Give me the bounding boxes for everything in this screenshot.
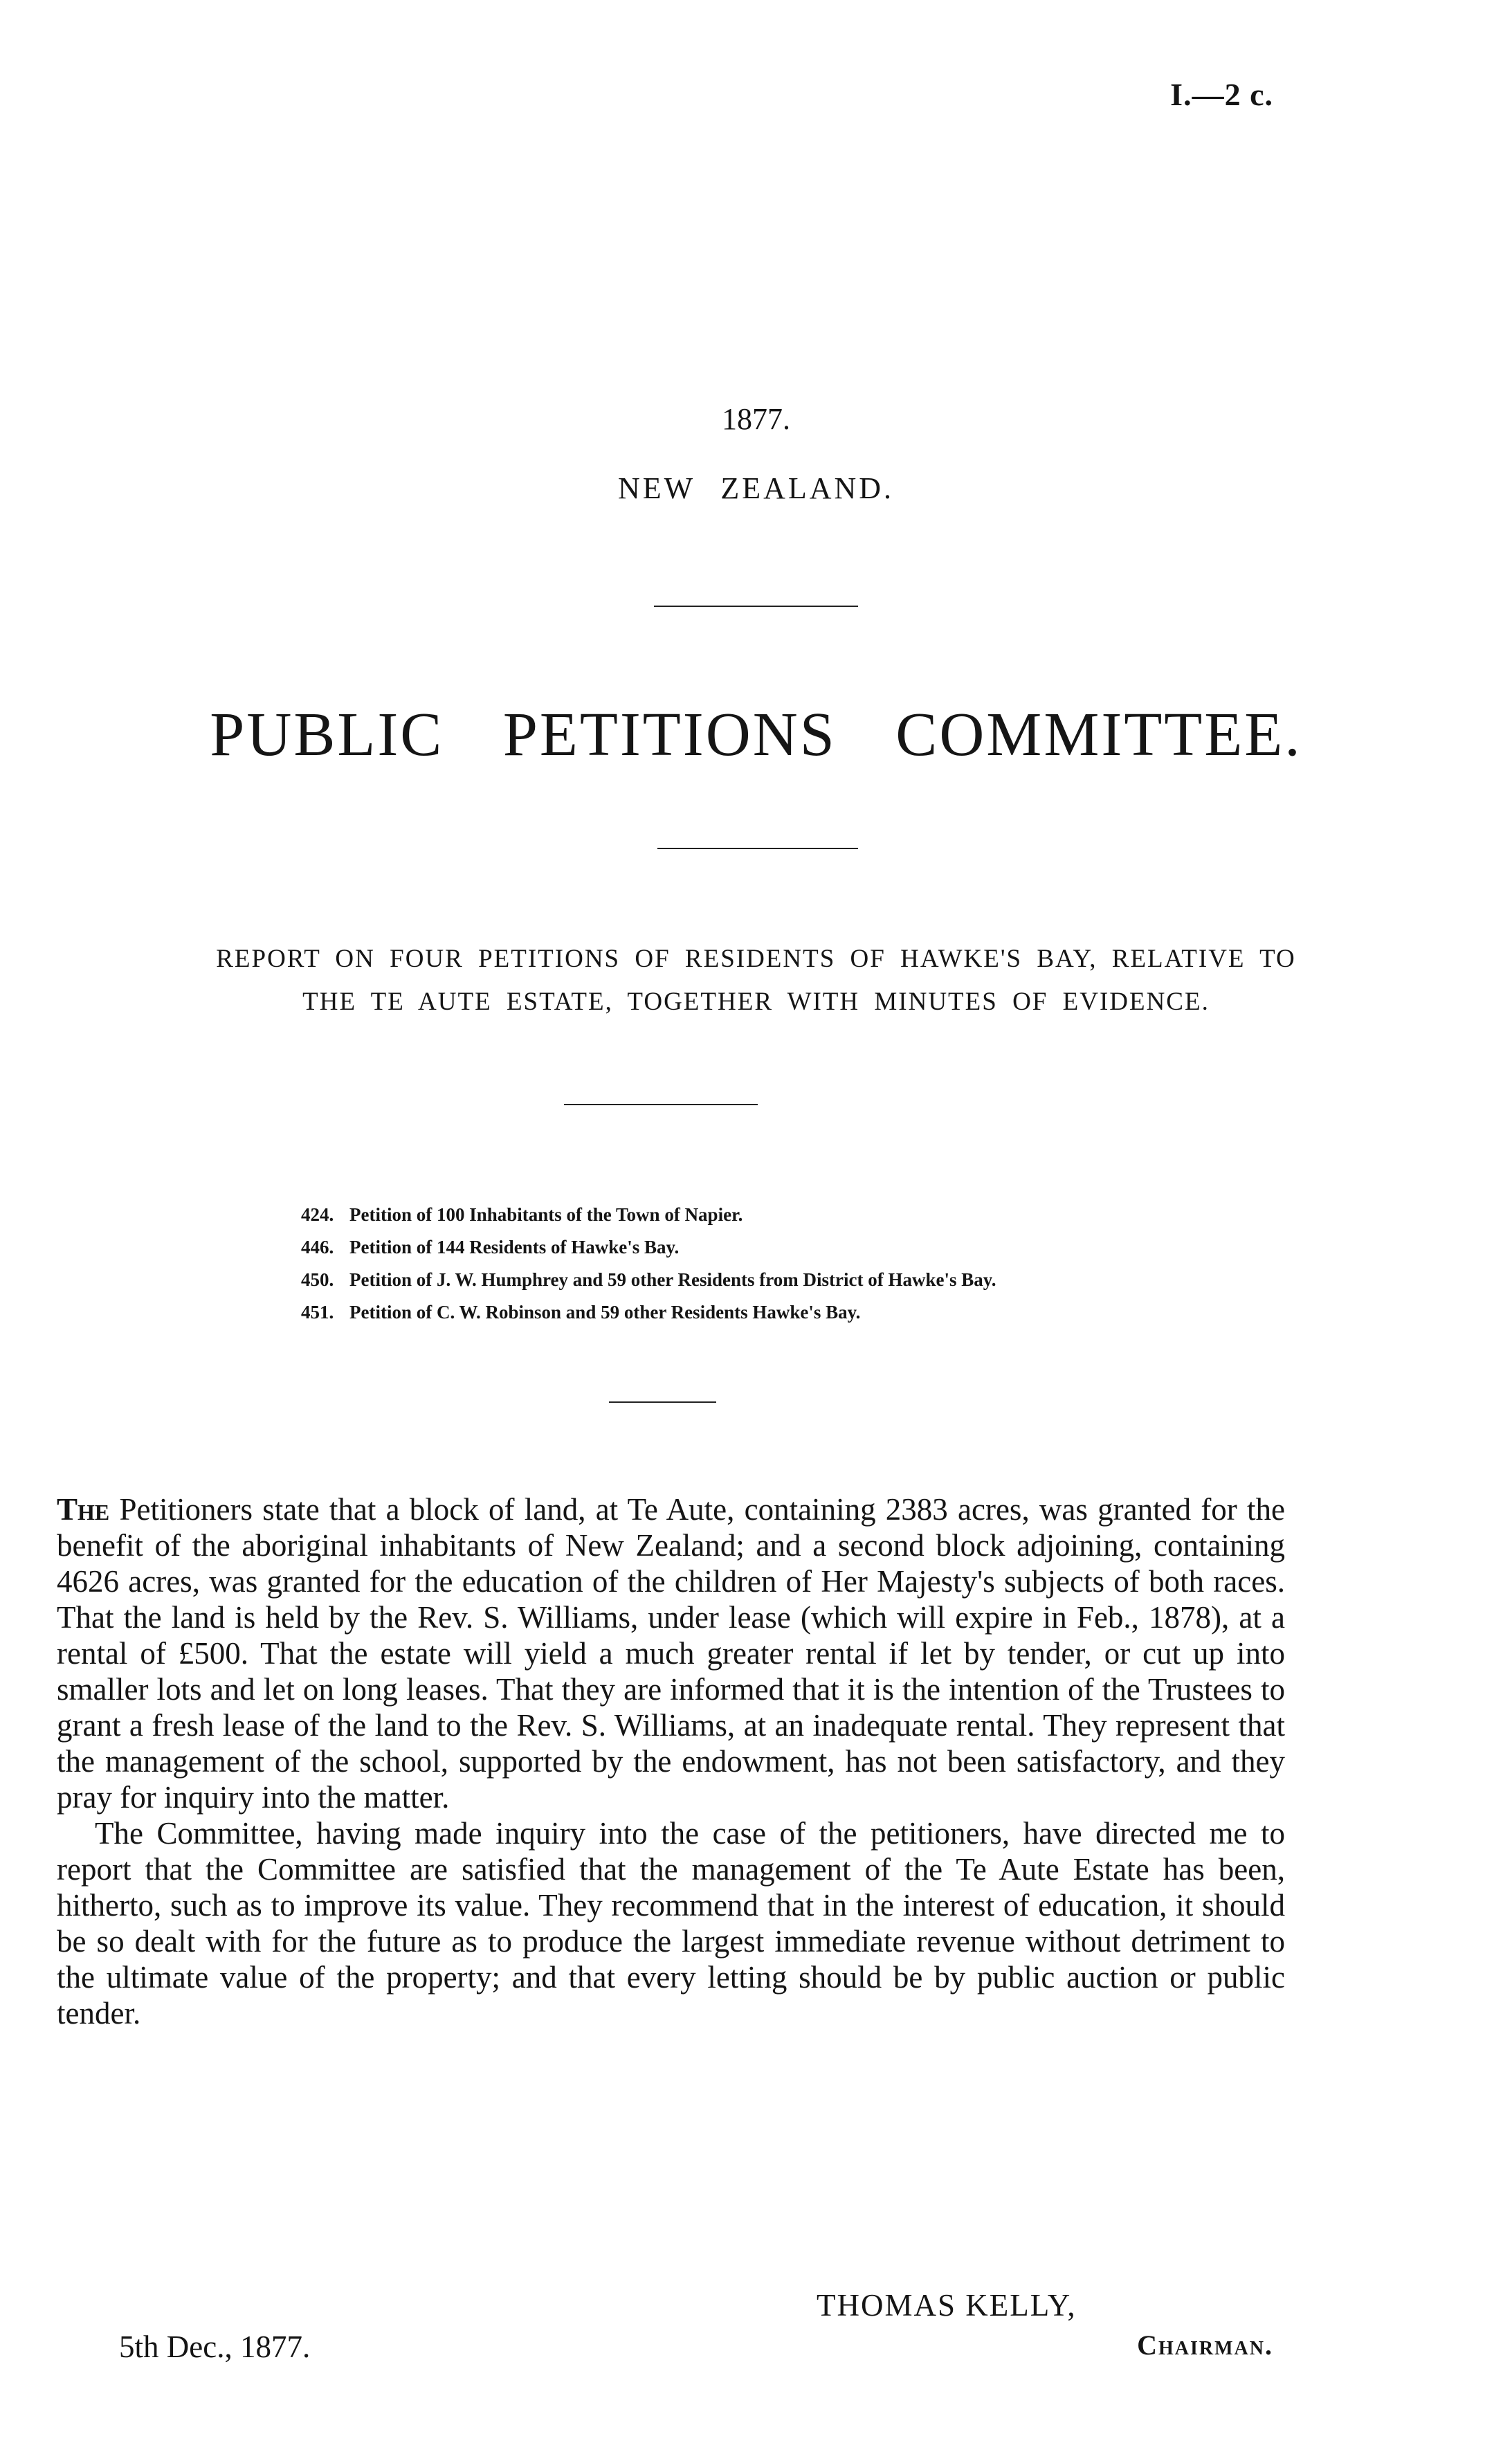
body-paragraph-2: The Committee, having made inquiry into the case of the petitioners, have directed me to report that the Committee are satisfied that the management of the Te Aute Estate has been, hitherto, such as to improve its value. They recommend that in the interest of education, it should be so dealt with for the future as to produce the largest immediate revenue without detriment to the ultimate value of the property; and that every letting should be by public auction or public tender. [57,1816,1285,2031]
petition-item [301,1231,996,1264]
body-paragraph-1 [57,1491,1285,1815]
report-subject-line-1: REPORT ON FOUR PETITIONS OF RESIDENTS OF HAWKE'S BAY, RELATIVE TO [216,945,1296,973]
divider-rule-1 [654,606,858,607]
report-subject-line-2: THE TE AUTE ESTATE, TOGETHER WITH MINUTES OF EVIDENCE. [302,988,1210,1016]
signatory-role: Chairman. [1137,2330,1273,2361]
petition-number: 424. [301,1204,334,1225]
divider-rule-4 [609,1401,716,1403]
document-year: 1877. [722,402,790,436]
divider-rule-3 [564,1104,758,1105]
petition-item [301,1264,996,1296]
petition-list [301,1199,996,1329]
petition-text: Petition of J. W. Humphrey and 59 other Residents from District of Hawke's Bay. [349,1269,996,1290]
document-title: PUBLIC PETITIONS COMMITTEE. [210,700,1302,769]
petition-number: 450. [301,1269,334,1290]
petition-number: 446. [301,1237,334,1257]
lead-word: The [57,1492,110,1527]
petition-item [301,1199,996,1231]
country-heading: NEW ZEALAND. [617,471,895,505]
petition-item [301,1296,996,1329]
report-body [57,1491,1285,2031]
petition-text: Petition of 100 Inhabitants of the Town of Napier. [349,1204,743,1225]
petition-number: 451. [301,1302,334,1323]
report-date: 5th Dec., 1877. [119,2330,311,2364]
divider-rule-2 [657,848,858,849]
petition-text: Petition of C. W. Robinson and 59 other Residents Hawke's Bay. [349,1302,861,1323]
page-reference: I.—2 c. [1170,77,1273,112]
signatory-name: THOMAS KELLY, [817,2288,1077,2323]
paragraph-1-text: Petitioners state that a block of land, at Te Aute, containing 2383 acres, was granted for the benefit of the aboriginal inhabitants of New Zealand; and a second block adjoining, containing 4626 acres, was granted for the education of the children of Her Majesty's subjects of both races. That the land is held by the Rev. S. Williams, under lease (which will expire in Feb., 1878), at a rental of £500. That the estate will yield a much greater rental if let by tender, or cut up into smaller lots and let on long leases. That they are informed that it is the intention of the Trustees to grant a fresh lease of the land to the Rev. S. Williams, at an inadequate rental. They represent that the management of the school, supported by the endowment, has not been satisfactory, and they pray for inquiry into the matter. [57,1492,1285,1815]
report-subject [0,938,1512,1024]
petition-text: Petition of 144 Residents of Hawke's Bay. [349,1237,680,1257]
